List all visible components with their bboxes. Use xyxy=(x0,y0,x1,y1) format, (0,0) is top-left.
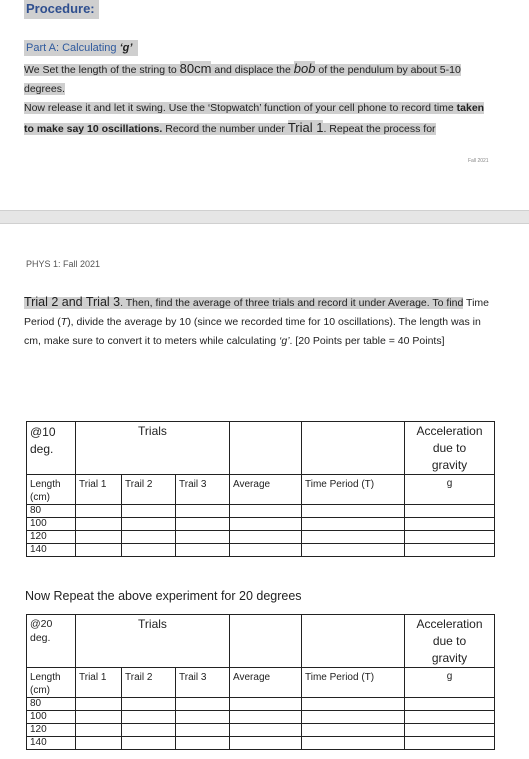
data-table-20deg xyxy=(26,614,495,750)
table-row: 120 xyxy=(27,531,495,544)
table-row: 100 xyxy=(27,711,495,724)
p2-t1: Now release it and let it swing. Use the ‘Stopwatch’ function of your cell phone to record time xyxy=(24,102,457,114)
col-length: Length (cm) xyxy=(27,668,76,698)
deg-cell: @10 deg. xyxy=(27,422,76,475)
table-row: 80 xyxy=(27,505,495,518)
p1-t5: of the pendulum by about 5-10 degrees. xyxy=(24,64,461,95)
col-trial2: Trail 2 xyxy=(122,475,176,505)
col-trial1: Trial 1 xyxy=(76,668,122,698)
col-average: Average xyxy=(230,475,302,505)
table-row: 100 xyxy=(27,518,495,531)
part-a-g: ‘g’ xyxy=(119,42,133,54)
accel-header: Acceleration due to gravity xyxy=(405,422,495,475)
col-g: g xyxy=(405,668,495,698)
part-a-heading xyxy=(24,40,138,56)
p3-trial3: Trial 3 xyxy=(85,295,121,309)
col-time-period: Time Period (T) xyxy=(302,475,405,505)
col-g: g xyxy=(405,475,495,505)
p1-length: 80cm xyxy=(179,61,212,76)
paragraph-1 xyxy=(24,59,490,99)
p3-t5: Time Period ( xyxy=(24,297,489,328)
page-break xyxy=(0,210,529,224)
procedure-heading: Procedure: xyxy=(24,0,99,19)
col-average: Average xyxy=(230,668,302,698)
repeat-instruction: Now Repeat the above experiment for 20 degrees xyxy=(25,589,302,603)
table-row: 140 xyxy=(27,737,495,750)
trials-header: Trials xyxy=(76,422,230,475)
p3-trial2: Trial 2 xyxy=(24,295,59,309)
col-trial3: Trail 3 xyxy=(176,668,230,698)
p3-t4: . Then, find the average of three trials and record it under Average. To find xyxy=(120,297,464,309)
p1-bob: bob xyxy=(293,61,316,76)
p2-bold: taken to make say 10 oscillations. xyxy=(24,102,485,135)
p3-t9: . [20 Points per table = 40 Points] xyxy=(289,335,445,347)
part-a-label: Part A: Calculating xyxy=(26,42,120,54)
p3-t: T xyxy=(60,316,68,328)
p2-t5: . Repeat the process for xyxy=(323,123,436,135)
table-row: 120 xyxy=(27,724,495,737)
page-footer: Fall 2021 xyxy=(468,158,489,164)
p1-t3: and displace the xyxy=(211,64,294,76)
data-table-10deg xyxy=(26,421,495,557)
trials-header: Trials xyxy=(76,615,230,668)
col-trial1: Trial 1 xyxy=(76,475,122,505)
p3-g: ‘g’ xyxy=(279,335,290,347)
col-trial2: Trail 2 xyxy=(122,668,176,698)
p3-and: and xyxy=(58,295,86,309)
col-length: Length (cm) xyxy=(27,475,76,505)
p1-t1: We Set the length of the string to xyxy=(24,64,180,76)
table-row: 80 xyxy=(27,698,495,711)
accel-header: Acceleration due to gravity xyxy=(405,615,495,668)
table-row: 140 xyxy=(27,544,495,557)
paragraph-3 xyxy=(24,293,494,351)
page-header: PHYS 1: Fall 2021 xyxy=(26,259,101,269)
col-time-period: Time Period (T) xyxy=(302,668,405,698)
p2-t3: Record the number under xyxy=(162,123,288,135)
col-trial3: Trail 3 xyxy=(176,475,230,505)
p2-trial1: Trial 1 xyxy=(287,120,324,135)
paragraph-2 xyxy=(24,99,490,139)
p3-t7: ), divide the average by 10 (since we recorded time for 10 oscillations). The length was in cm, make sure to convert it to meters while calculating xyxy=(24,316,481,347)
deg-cell: @20 deg. xyxy=(27,615,76,668)
